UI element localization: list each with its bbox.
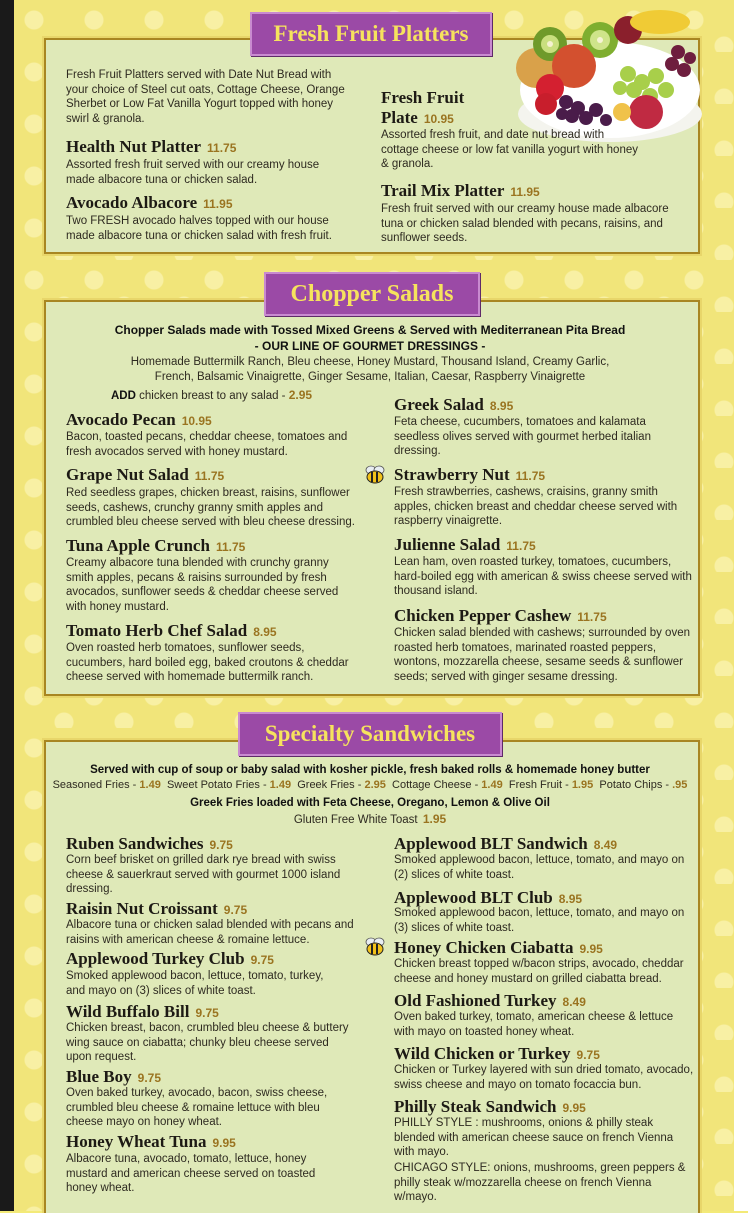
menu-item-price: 11.75 [577, 610, 607, 624]
menu-item-name: Tomato Herb Chef Salad 8.95 [66, 621, 277, 640]
salads-dressings-list: Homemade Buttermilk Ranch, Bleu cheese, Honey Mustard, Thousand Island, Creamy Garlic, [130, 356, 610, 368]
menu-item-desc: Fresh fruit served with our creamy house made albacore tuna or chicken salad blended with pecans, raisins, and sunflower seeds. [381, 203, 669, 245]
fruit-platters-banner: Fresh Fruit Platters [250, 12, 492, 56]
menu-item-price: 9.75 [223, 903, 248, 917]
menu-item-name: Tuna Apple Crunch 11.75 [66, 536, 246, 555]
menu-item-name: Philly Steak Sandwich 9.95 [394, 1097, 586, 1116]
sandwiches-sides: Seasoned Fries - 1.49 Sweet Potato Fries - 1.49 Greek Fries - 2.95 Cottage Cheese - 1.49 Fresh Fruit - 1.95 Potato Chips - .95 [52, 779, 688, 791]
menu-item-desc: Corn beef brisket on grilled dark rye bread with swiss cheese & sauerkraut served with gourmet 1000 island dressing. [66, 854, 341, 896]
menu-item-price: 9.75 [576, 1048, 600, 1062]
menu-item-desc: Smoked applewood bacon, lettuce, tomato, turkey, and mayo on (3) slices of white toast. [66, 970, 324, 997]
menu-page [14, 0, 734, 1211]
menu-item-price: 8.49 [562, 995, 586, 1009]
menu-item-price: 9.75 [137, 1071, 162, 1085]
menu-item-name: Applewood Turkey Club 9.75 [66, 949, 274, 968]
menu-item-desc: Oven baked turkey, tomato, american cheese & lettuce with mayo on toasted honey wheat. [394, 1011, 674, 1038]
menu-item-price: 8.95 [253, 625, 277, 639]
menu-item-desc: Smoked applewood bacon, lettuce, tomato, and mayo on (3) slices of white toast. [394, 907, 685, 934]
menu-item-desc: Lean ham, oven roasted turkey, tomatoes, cucumbers, hard-boiled egg with american & swiss cheese served with thousand island. [394, 556, 692, 598]
menu-item-name: Old Fashioned Turkey 8.49 [394, 991, 586, 1010]
menu-item-name: Applewood BLT Sandwich 8.49 [394, 834, 618, 853]
menu-item-desc: Red seedless grapes, chicken breast, raisins, sunflower seeds, cashews, crunchy granny smith apples and crumbled bleu cheese served with bleu cheese dressing. [66, 487, 355, 529]
menu-item-desc: Fresh strawberries, cashews, craisins, granny smith apples, chicken breast and cheddar cheese served with raspberry vinaigrette. [394, 486, 678, 528]
menu-item-price: 11.75 [506, 539, 536, 553]
menu-item-desc: Albacore tuna or chicken salad blended with pecans and raisins with american cheese & romaine lettuce. [66, 919, 354, 946]
menu-item-desc: Smoked applewood bacon, lettuce, tomato, and mayo on (2) slices of white toast. [394, 854, 685, 881]
bee-icon [364, 464, 386, 484]
menu-item-name: Chicken Pepper Cashew 11.75 [394, 606, 607, 625]
menu-item-name: Julienne Salad 11.75 [394, 535, 536, 554]
screen-edge-left [0, 0, 14, 1211]
menu-item-name: Honey Chicken Ciabatta 9.95 [394, 938, 603, 957]
menu-item-desc: Two FRESH avocado halves topped with our house made albacore tuna or chicken salad with fresh fruit. [66, 215, 332, 242]
menu-item-price: 11.75 [194, 469, 225, 483]
menu-item-price: 11.75 [207, 141, 237, 155]
menu-item-name: Applewood BLT Club 8.95 [394, 888, 583, 907]
menu-item-desc: Assorted fresh fruit served with our creamy house made albacore tuna or chicken salad. [66, 159, 320, 186]
menu-item-name: Fresh Fruit [381, 88, 465, 107]
menu-item-name: Blue Boy 9.75 [66, 1067, 162, 1086]
menu-item-name: Raisin Nut Croissant 9.75 [66, 899, 248, 918]
menu-item-name: Wild Chicken or Turkey 9.75 [394, 1044, 600, 1063]
menu-item-name: Ruben Sandwiches 9.75 [66, 834, 233, 853]
menu-item-desc: Oven baked turkey, avocado, bacon, swiss cheese, crumbled bleu cheese & romaine lettuce with bleu cheese mayo on honey wheat. [66, 1087, 328, 1129]
menu-item-desc: Chicken salad blended with cashews; surrounded by oven roasted herb tomatoes, marinated roasted peppers, wontons, mozzarella cheese, sesame seeds & sunflower seeds; served with ginger sesame dressing. [394, 627, 690, 683]
gluten-free-note: Gluten Free White Toast 1.95 [293, 812, 447, 826]
menu-item-desc: Chicken breast topped w/bacon strips, avocado, cheddar cheese and honey mustard on grilled ciabatta bread. [394, 958, 684, 985]
menu-item-name: Grape Nut Salad 11.75 [66, 465, 225, 484]
menu-item-price: 9.95 [579, 942, 603, 956]
sandwiches-intro: Served with cup of soup or baby salad with kosher pickle, fresh baked rolls & homemade honey butter [90, 764, 650, 776]
menu-item-desc: Bacon, toasted pecans, cheddar cheese, tomatoes and fresh avocados served with honey mustard. [66, 431, 348, 458]
menu-item-price: 11.95 [510, 185, 540, 199]
menu-item-price: 9.75 [209, 838, 233, 852]
menu-item-price: 11.75 [215, 540, 246, 554]
menu-item-desc: Albacore tuna, avocado, tomato, lettuce, honey mustard and american cheese served on toasted honey wheat. [66, 1153, 316, 1195]
menu-item-name: Avocado Albacore 11.95 [66, 193, 233, 212]
menu-item-price: 10.95 [423, 112, 454, 126]
menu-item-name: Trail Mix Platter 11.95 [381, 181, 540, 200]
menu-item-price: 9.75 [195, 1006, 219, 1020]
salads-dressings-list: French, Balsamic Vinaigrette, Ginger Sesame, Italian, Caesar, Raspberry Vinaigrette [154, 371, 586, 383]
specialty-sandwiches-banner: Specialty Sandwiches [238, 712, 502, 756]
menu-item-price: 8.49 [593, 838, 618, 852]
greek-fries-note: Greek Fries loaded with Feta Cheese, Oregano, Lemon & Olive Oil [190, 797, 550, 809]
bee-icon [364, 936, 386, 956]
menu-item-price: 9.95 [212, 1136, 236, 1150]
menu-item-price: 8.95 [489, 399, 514, 413]
menu-item-desc: Assorted fresh fruit, and date nut bread with cottage cheese or low fat vanilla yogurt with honey & granola. [381, 129, 638, 171]
menu-item-desc: Feta cheese, cucumbers, tomatoes and kalamata seedless olives served with gourmet herbed italian dressing. [394, 416, 651, 458]
menu-item-name: Avocado Pecan 10.95 [66, 410, 212, 429]
salads-intro: Chopper Salads made with Tossed Mixed Greens & Served with Mediterranean Pita Bread [114, 323, 626, 337]
menu-item-desc: PHILLY STYLE : mushrooms, onions & philly steak blended with american cheese sauce on french Vienna with mayo. [394, 1117, 674, 1159]
fruit-intro: Fresh Fruit Platters served with Date Nut Bread with your choice of Steel cut oats, Cottage Cheese, Orange Sherbet or Low Fat Vanilla Yogurt topped with honey swirl & granola. [66, 69, 345, 125]
menu-item-price: 10.95 [181, 414, 212, 428]
menu-item-name: Wild Buffalo Bill 9.75 [66, 1002, 219, 1021]
fruit-bowl-photo [510, 4, 708, 142]
menu-item-price: 9.75 [250, 953, 274, 967]
menu-item-name: Strawberry Nut 11.75 [394, 465, 546, 484]
menu-item-price: 9.95 [562, 1101, 586, 1115]
menu-item-price: 11.75 [515, 469, 546, 483]
menu-item-name: Health Nut Platter 11.75 [66, 137, 237, 156]
menu-item-desc: CHICAGO STYLE: onions, mushrooms, green peppers & philly steak w/mozzarella cheese on french Vienna w/mayo. [394, 1162, 686, 1204]
menu-item-desc: Chicken breast, bacon, crumbled bleu cheese & buttery wing sauce on ciabatta; chunky bleu cheese served upon request. [66, 1022, 349, 1064]
menu-item-price: 8.95 [558, 892, 583, 906]
salads-dressings-heading: - OUR LINE OF GOURMET DRESSINGS - [254, 339, 486, 353]
menu-item-name: Greek Salad 8.95 [394, 395, 514, 414]
screen-edge-right [734, 0, 748, 1211]
menu-item-desc: Chicken or Turkey layered with sun dried tomato, avocado, swiss cheese and mayo on tomato focaccia bun. [394, 1064, 694, 1091]
menu-item-desc: Creamy albacore tuna blended with crunchy granny smith apples, pecans & raisins surrounded by fresh avocados, sunflower seeds & cheddar cheese served with honey mustard. [66, 557, 339, 613]
menu-item-price: 11.95 [203, 197, 233, 211]
menu-item-desc: Oven roasted herb tomatoes, sunflower seeds, cucumbers, hard boiled egg, baked croutons & cheddar cheese served with homemade buttermilk ranch. [66, 642, 349, 684]
chopper-salads-banner: Chopper Salads [264, 272, 480, 316]
menu-item-name: Honey Wheat Tuna 9.95 [66, 1132, 236, 1151]
salads-add-chicken: ADD chicken breast to any salad - 2.95 [111, 388, 313, 402]
menu-item-name: Plate 10.95 [381, 108, 454, 127]
